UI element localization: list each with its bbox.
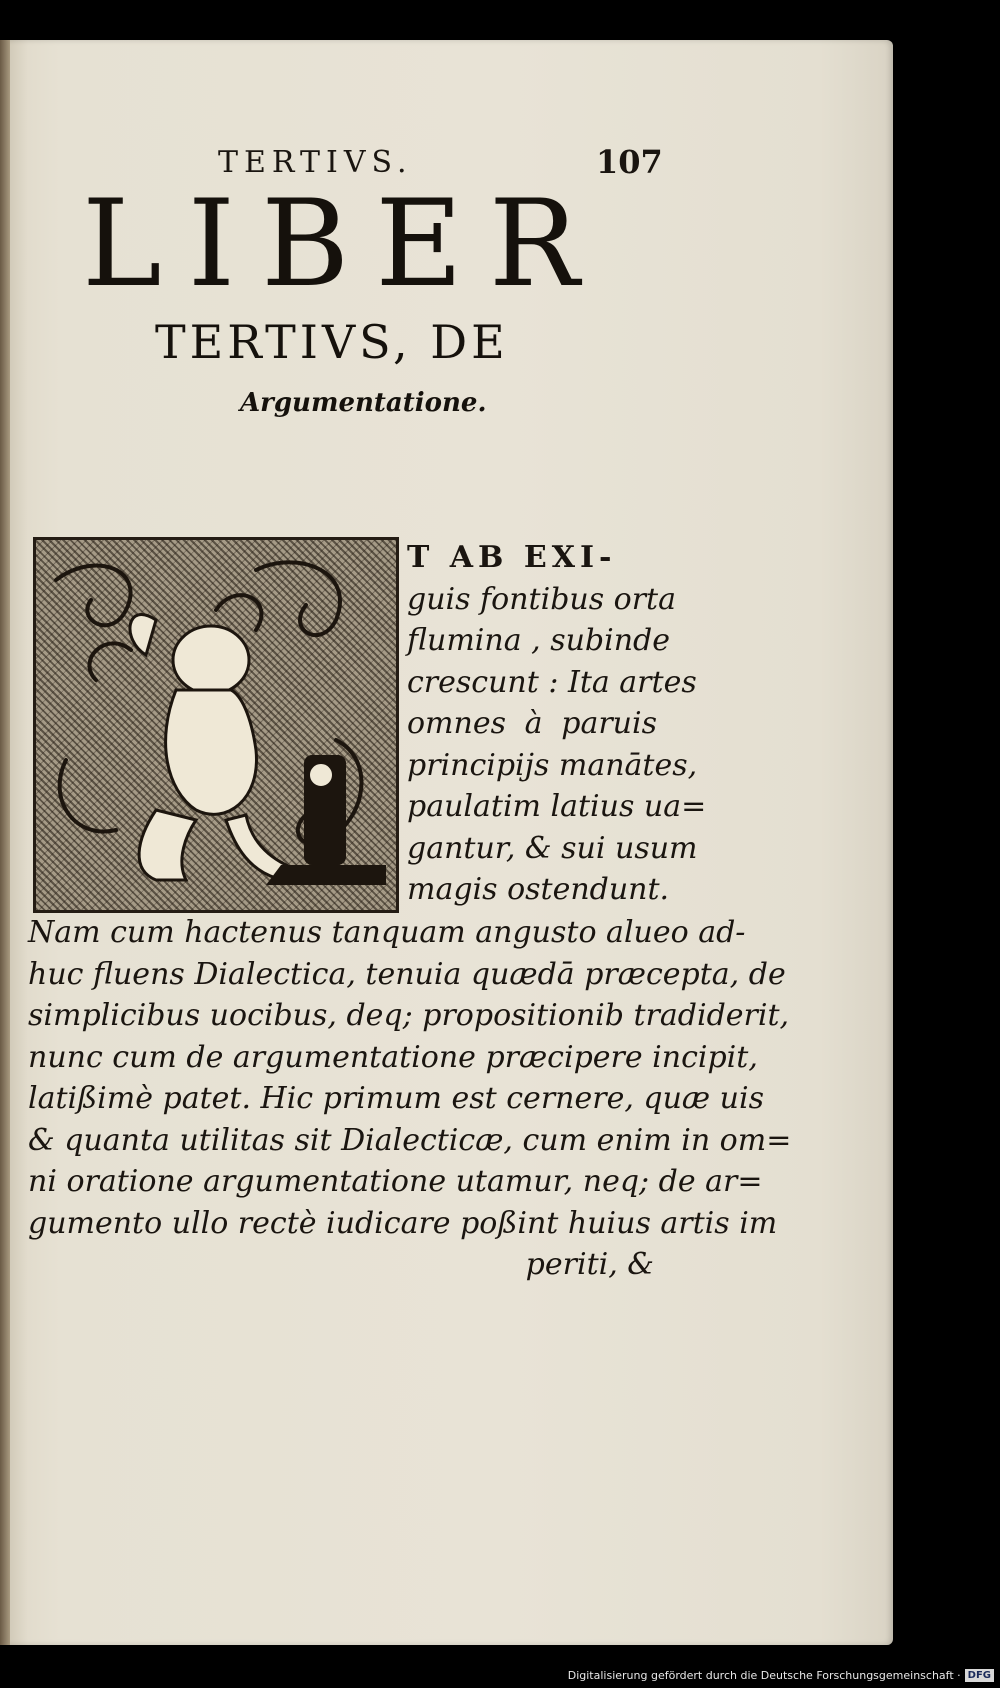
text-full-width — [28, 912, 792, 1286]
woodcut-figure-head — [173, 626, 249, 694]
chapter-title-sub: TERTIVS, DE — [155, 315, 509, 369]
text-line: ni oratione argumentatione utamur, neq; de ar= — [28, 1164, 763, 1199]
text-line: magis ostendunt. — [407, 872, 670, 907]
text-line: latißimè patet. Hic primum est cernere, quæ uis — [28, 1081, 764, 1116]
text-line: huc fluens Dialectica, tenuia quædā præcepta, de — [28, 956, 786, 992]
catchword: periti, & — [525, 1247, 654, 1282]
digitization-footer — [568, 1669, 994, 1682]
text-line: principijs manātes, — [407, 747, 698, 783]
running-title: TERTIVS. — [218, 145, 413, 180]
text-line: simplicibus uocibus, deq; propositionib tradiderit, — [28, 998, 790, 1033]
chapter-title-small: Argumentatione. — [240, 388, 487, 418]
woodcut-figure-leg-left — [139, 810, 196, 880]
page-number: 107 — [596, 143, 663, 181]
dfg-logo: DFG — [965, 1669, 994, 1682]
text-line: T AB EXI- — [407, 540, 617, 575]
woodcut-scroll-left — [60, 760, 116, 832]
woodcut-figure-body — [166, 690, 257, 814]
text-line: gumento ullo rectè iudicare poßint huius artis im — [28, 1205, 778, 1241]
chapter-title-main: LIBER — [82, 175, 606, 314]
woodcut-figure-wing-left — [130, 615, 156, 655]
text-line: omnes à paruis — [407, 706, 657, 741]
text-line: gantur, & sui usum — [407, 830, 698, 866]
text-line: nunc cum de argumentatione præcipere incipit, — [28, 1039, 758, 1075]
woodcut-leaf-top — [216, 595, 261, 630]
text-line: flumina , subinde — [407, 623, 670, 658]
ornamental-initial-woodcut-icon — [33, 537, 399, 913]
woodcut-figure-leg-right — [226, 815, 286, 878]
text-line: crescunt : Ita artes — [407, 664, 697, 700]
woodcut-letter-ornament — [309, 763, 333, 787]
text-beside-initial — [407, 537, 707, 911]
text-line: & quanta utilitas sit Dialecticæ, cum enim in om= — [28, 1122, 792, 1158]
woodcut-leaf-left — [89, 643, 131, 680]
woodcut-scroll-top-right — [256, 562, 340, 635]
text-line: paulatim latius ua= — [407, 789, 707, 824]
text-line: guis fontibus orta — [407, 581, 676, 617]
woodcut-scroll-top-left — [56, 566, 131, 626]
woodcut-illustration — [36, 540, 396, 910]
text-line: Nam cum hactenus tanquam angusto alueo ad- — [28, 915, 746, 950]
woodcut-letter-base — [266, 865, 386, 885]
footer-credit: Digitalisierung gefördert durch die Deutsche Forschungsgemeinschaft · — [567, 1669, 961, 1682]
page-spine-edge — [0, 40, 10, 1645]
